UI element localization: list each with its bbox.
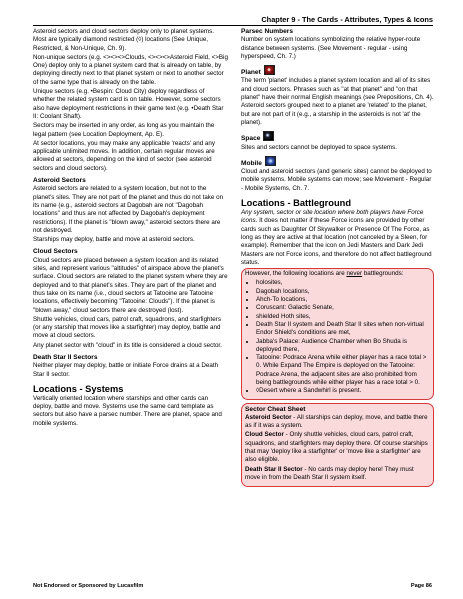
left-column bbox=[33, 28, 228, 429]
parsec-numbers-paragraph: Number on system locations symbolizing the relative hyper-route distance between systems. (See Movement - regular - using hyperspeed, Ch. 7.) bbox=[241, 36, 421, 60]
cheat-ds2-entry bbox=[245, 466, 430, 483]
space-paragraph: Sites and sectors cannot be deployed to space systems. bbox=[241, 143, 397, 151]
sectors-paragraph-1: Asteroid sectors and cloud sectors deploy only to planet systems. Most are typically diamond restricted (◊) locations (See Unique, Restricted, & Non-Unique, Ch. 9). bbox=[33, 28, 214, 52]
list-item: • Tatooine: Podrace Arena while either player has a race total > 0. While Expand The Empire is deployed on the Tatooine: Podrace Arena, the adjacent sites are also prohibited from being battlegrounds while either player has a race total > 0. bbox=[256, 354, 430, 387]
list-item: • Jabba's Palace: Audience Chamber when Bo Shuda is deployed there, bbox=[256, 338, 430, 355]
header-divider bbox=[33, 25, 433, 26]
cheat-ds2-label: Death Star II Sector bbox=[245, 465, 303, 473]
list-item: • Dagobah locations, bbox=[256, 288, 430, 296]
sectors-paragraph-2: Non-unique sectors (e.g. <><><>Clouds, <><><>Asteroid Field, <>Big One) deploy only to a planet system card that is already on table, by deploying directly next to that planet system or next to another sector of the same type that is already on the table. bbox=[33, 53, 228, 86]
mobile-heading bbox=[241, 156, 434, 168]
mobile-paragraph: Cloud and asteroid sectors (and generic sites) cannot be deployed to mobile systems. Mobile systems can move; see Movement - Regular - Mobile Systems, Ch. 7. bbox=[241, 168, 432, 192]
list-item: • holosites, bbox=[256, 279, 430, 287]
locations-battleground-heading: Locations - Battleground bbox=[241, 198, 352, 209]
list-item: • Coruscant: Galactic Senate, bbox=[256, 304, 430, 312]
sectors-paragraph-5: At sector locations, you may make any applicable 'reacts' and any applicable unlimited moves. In addition, certain regular moves are allowed at sectors, depending on the kind of sector (see asteroid sectors and cloud sectors). bbox=[33, 139, 215, 172]
asteroid-sectors-heading: Asteroid Sectors bbox=[33, 177, 86, 185]
space-heading-label: Space bbox=[241, 135, 261, 143]
asteroid-sectors-paragraph-1: Asteroid sectors are related to a system location, but not to the planet's sites. They are not part of the planet and thus do not take on its name (e.g., asteroid sectors at Dagobah are not "Dagobah locations" and thus are not affected by Dagobah's deployment restrictions). If the planet is "blown away," asteroid sectors there are not destroyed. bbox=[33, 185, 224, 234]
space-icon bbox=[263, 131, 274, 141]
cloud-sectors-paragraph-3: Any planet sector with "cloud" in its title is considered a cloud sector. bbox=[33, 341, 222, 349]
sector-cheat-sheet-heading: Sector Cheat Sheet bbox=[245, 405, 306, 413]
cheat-ds2-text: - No cards may deploy here! They must move in from the Death Star II system itself. bbox=[245, 465, 414, 481]
sector-cheat-sheet-box bbox=[241, 403, 434, 488]
cheat-asteroid-text: - All starships can deploy, move, and battle there as if it was a system. bbox=[245, 413, 428, 430]
planet-paragraph: The term 'planet' includes a planet system location and all of its sites and cloud sectors. Phrases such as "at that planet" and "on that planet" have their normal English meanings (see Prepositions, Ch. 4). Asteroid sectors grouped next to a planet are 'related' to the planet, but are not part of it (e.g., a starship in the asteroids is not 'at' the planet). bbox=[241, 77, 434, 126]
list-item: • Death Star II system and Death Star II sites when non-virtual Endor Shield's conditions are met, bbox=[256, 321, 430, 338]
sectors-paragraph-3: Unique sectors (e.g. •Bespin: Cloud City) deploy regardless of whether the related system card is on table. However, some sectors also have deployment restrictions in their game text (e.g. •Death Star II: Coolant Shaft). bbox=[33, 88, 224, 120]
cheat-cloud-text: - Only shuttle vehicles, cloud cars, patrol craft, squadrons, and starfighters may deploy there. Of course starships that may 'deploy like a starfighter' or 'move like a starfighter' are also eligible. bbox=[245, 431, 428, 464]
cheat-asteroid-label: Asteroid Sector bbox=[245, 413, 292, 421]
death-star-ii-sectors-paragraph: Neither player may deploy, battle or initiate Force drains at a Death Star II sector. bbox=[33, 362, 219, 378]
planet-heading bbox=[241, 65, 434, 77]
death-star-ii-sectors-heading: Death Star II Sectors bbox=[33, 353, 98, 361]
list-item: • Ahch-To locations, bbox=[256, 296, 430, 304]
mobile-icon bbox=[265, 156, 276, 166]
list-item: • shielded Hoth sites, bbox=[256, 313, 430, 321]
page-number: Page 86 bbox=[410, 583, 432, 589]
cloud-sectors-paragraph-2: Shuttle vehicles, cloud cars, patrol craft, squadrons, and starfighters (or any starship that moves like a starfighter) may deploy, battle and move at cloud sectors. bbox=[33, 315, 221, 340]
cloud-sectors-heading: Cloud Sectors bbox=[33, 248, 78, 256]
battleground-definition: Any system, sector or site location where both players have Force icons. bbox=[241, 209, 424, 225]
parsec-numbers-heading: Parsec Numbers bbox=[241, 28, 294, 35]
mobile-heading-label: Mobile bbox=[241, 159, 262, 167]
asteroid-sectors-paragraph-2: Starships may deploy, battle and move at asteroid sectors. bbox=[33, 236, 195, 244]
battleground-paragraph bbox=[241, 209, 434, 267]
non-battleground-list bbox=[245, 279, 430, 395]
right-column bbox=[241, 28, 434, 487]
planet-heading-label: Planet bbox=[241, 69, 261, 77]
never-emphasis: never bbox=[346, 270, 363, 278]
cheat-asteroid-entry bbox=[245, 414, 430, 431]
locations-systems-heading: Locations - Systems bbox=[33, 383, 124, 394]
space-heading bbox=[241, 131, 434, 143]
list-item: • ◊Desert where a Sandwhirl is present. bbox=[256, 387, 430, 395]
cheat-cloud-entry bbox=[245, 431, 430, 464]
non-battleground-box bbox=[241, 268, 434, 399]
intro-text-a: However, the following locations are bbox=[245, 270, 347, 278]
footer-disclaimer: Not Endorsed or Sponsored by Lucasfilm bbox=[33, 583, 144, 589]
cheat-cloud-label: Cloud Sector bbox=[245, 431, 284, 439]
battleground-explanation: It does not matter if these Force icons are provided by other cards such as Daughter Of Skywalker or Presence Of The Force, as long as they are active at that location (not canceled by a Sleen, for example). Remember that the icon on Jedi Masters and Dark Jedi Masters are not Force icons, and therefore do not affect battleground status. bbox=[241, 217, 432, 266]
sectors-paragraph-4: Sectors may be inserted in any order, as long as you maintain the legal pattern (see Location Deployment, Ap. E). bbox=[33, 122, 215, 138]
cloud-sectors-paragraph-1: Cloud sectors are placed between a system location and its related sites, and represent various "altitudes" of airspace above the planet's surface. Cloud sectors are related to the planet system where they are deployed and to that planet's sites. They are part of the planet and thus take on its name (i.e., cloud sectors at Tatooine are Tatooine locations, effectively becoming "Tatooine: Clouds"). If the planet is "blown away," cloud sectors there are destroyed (lost). bbox=[33, 256, 228, 314]
non-battleground-intro bbox=[245, 270, 430, 278]
intro-text-b: battlegrounds: bbox=[362, 270, 404, 278]
chapter-header: Chapter 9 - The Cards - Attributes, Types & Icons bbox=[261, 15, 433, 24]
planet-icon bbox=[264, 65, 275, 75]
locations-systems-paragraph: Vertically oriented location where starships and other cards can deploy, battle and move. Systems use the same card template as sectors but also have a parsec number. There are planet, space and mobile systems. bbox=[33, 394, 222, 427]
